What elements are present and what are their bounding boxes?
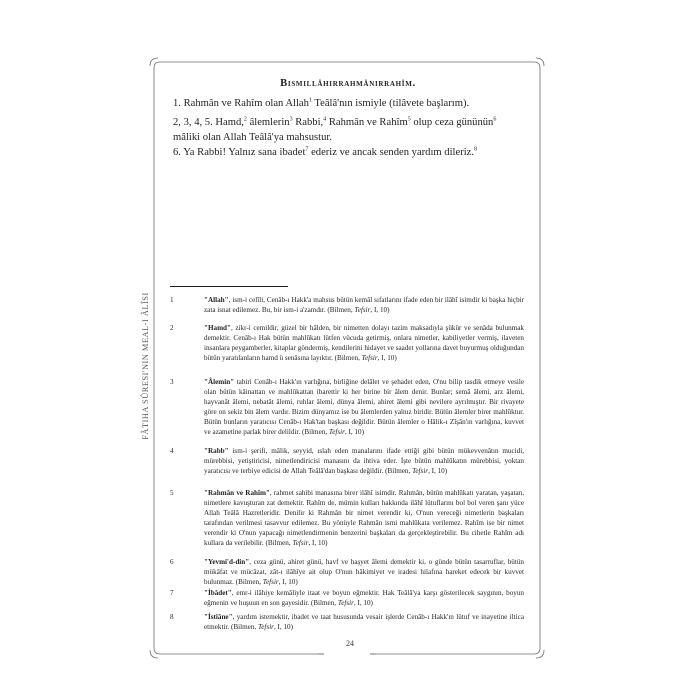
verse-2-5: 2, 3, 4, 5. Hamd,$^2$ âlemlerin$^3$ Rabbi,$^4$ Rahmân ve Rahîm$^5$ olup ceza gününün$^6$ mâliki olan Allah Teâlâ'ya mahsustur.: [173, 116, 497, 143]
footnote-number: 5: [170, 489, 174, 497]
footnote-separator: [170, 286, 288, 287]
verse-1: 1. Rahmân ve Rahîm olan Allah$^1$ Teâlâ'nın ismiyle (tilâvete başlarım).: [173, 97, 470, 109]
footnote-number: 1: [170, 296, 174, 304]
basmala-heading: Bismillâhirrahmânirrahîm.: [280, 78, 416, 89]
footnote-number: 6: [170, 558, 174, 566]
vertical-running-title: [141, 266, 153, 466]
footnote-number: 3: [170, 378, 174, 386]
footnote-number: 2: [170, 324, 174, 332]
footnote-number: 7: [170, 589, 174, 597]
running-title-text: FÂTIHA SÛRESI'NIN MEAL-I ÂLÎSI: [141, 292, 150, 440]
footnote-number: 8: [170, 613, 174, 621]
page-number: 24: [346, 639, 354, 648]
verse-6: 6. Ya Rabbi! Yalnız sana ibadet$^7$ ederiz ve ancak senden yardım dileriz.$^8$: [173, 146, 478, 158]
footnote-number: 4: [170, 447, 174, 455]
